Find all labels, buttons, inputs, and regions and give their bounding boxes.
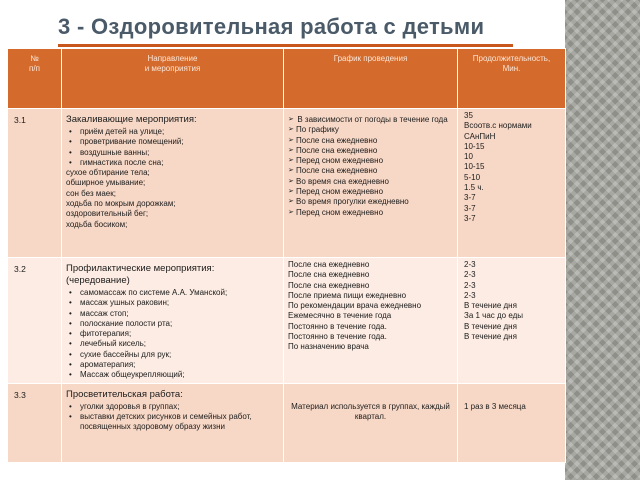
list-item: 2-3 [464, 290, 476, 300]
duration-cell [458, 258, 566, 384]
list-item: Постоянно в течение года. [288, 321, 387, 331]
list-item: • фитотерапия; [66, 329, 279, 339]
section-heading: Профилактические мероприятия: [66, 263, 215, 274]
list-item: • сухие бассейны для рук; [66, 350, 279, 360]
list-item: • ароматерапия; [66, 360, 279, 370]
schedule-cell [284, 109, 458, 258]
list-item: После сна ежедневно [288, 280, 370, 290]
list-item: ➢ Перед сном ежедневно [288, 187, 453, 197]
health-work-table [7, 48, 566, 463]
list-item: ходьба по мокрым дорожкам; [66, 199, 176, 209]
list-item: 35 [464, 111, 473, 120]
header-direction: Направление и мероприятия [62, 49, 284, 109]
list-item: Всоотв.с нормами [464, 121, 532, 131]
list-item: ➢ Перед сном ежедневно [288, 208, 453, 218]
list-item: • выставки детских рисунков и семейных работ, посвященных здоровому образу жизни [66, 412, 279, 433]
list-item: 2-3 [464, 260, 476, 269]
table-row [8, 109, 566, 258]
header-num: № п/п [8, 49, 62, 109]
activities-cell [62, 383, 284, 462]
list-item: ➢ После сна ежедневно [288, 146, 453, 156]
activities-cell [62, 109, 284, 258]
list-item: • уголки здоровья в группах; [66, 402, 279, 412]
title-underline [58, 44, 513, 47]
list-item: ➢ Перед сном ежедневно [288, 156, 453, 166]
row-number: 3.2 [8, 258, 62, 384]
table-row [8, 258, 566, 384]
list-item: 10-15 [464, 162, 485, 172]
duration-cell [458, 109, 566, 258]
list-item: 2-3 [464, 270, 476, 280]
section-heading: Закаливающие мероприятия: [66, 114, 197, 125]
list-item: ➢ Во время прогулки ежедневно [288, 197, 453, 207]
list-item: 10 [464, 152, 473, 162]
list-item: САнПиН [464, 131, 496, 141]
section-subheading: (чередование) [66, 275, 130, 286]
list-item: 10-15 [464, 141, 485, 151]
duration-text: 1 раз в 3 месяца [464, 401, 526, 411]
section-heading: Просветительская работа: [66, 388, 183, 400]
list-item: • массаж стоп; [66, 309, 279, 319]
list-item: • гимнастика после сна; [66, 158, 279, 168]
schedule-cell [284, 383, 458, 462]
table-header-row [8, 49, 566, 109]
list-item: сухое обтирание тела; [66, 168, 150, 178]
list-item: За 1 час до еды [464, 311, 524, 321]
list-item: После сна ежедневно [288, 260, 370, 269]
list-item: • приём детей на улице; [66, 127, 279, 137]
list-item: 3-7 [464, 213, 476, 223]
list-item: • проветривание помещений; [66, 137, 279, 147]
duration-cell [458, 383, 566, 462]
list-item: ➢ В зависимости от погоды в течение года [288, 115, 453, 125]
list-item: По рекомендации врача ежедневно [288, 301, 422, 311]
list-item: В течение дня [464, 332, 517, 342]
list-item: ➢ По графику [288, 125, 453, 135]
header-schedule: График проведения [284, 49, 458, 109]
decorative-side-stripe [565, 0, 640, 480]
header-duration: Продолжительность, Мин. [458, 49, 566, 109]
list-item: ➢ После сна ежедневно [288, 136, 453, 146]
table-row [8, 383, 566, 462]
schedule-text: Материал используется в группах, каждый квартал. [291, 401, 450, 421]
list-item: После сна ежедневно [288, 270, 370, 280]
list-item: 3-7 [464, 203, 476, 213]
list-item: • лечебный кисель; [66, 339, 279, 349]
list-item: ➢ Во время сна ежедневно [288, 177, 453, 187]
list-item: По назначению врача [288, 342, 369, 352]
list-item: После приема пищи ежедневно [288, 290, 407, 300]
row-number: 3.3 [8, 383, 62, 462]
list-item: • массаж ушных раковин; [66, 298, 279, 308]
list-item: В течение дня [464, 321, 517, 331]
list-item: В течение дня [464, 301, 517, 311]
activities-cell [62, 258, 284, 384]
list-item: • Массаж общеукрепляющий; [66, 370, 279, 380]
list-item: оздоровительный бег; [66, 209, 149, 219]
list-item: 3-7 [464, 193, 476, 203]
list-item: 2-3 [464, 280, 476, 290]
list-item: Ежемесячно в течение года [288, 311, 392, 321]
list-item: • полоскание полости рта; [66, 319, 279, 329]
list-item: ➢ После сна ежедневно [288, 166, 453, 176]
page-title: 3 - Оздоровительная работа с детьми [58, 14, 485, 39]
list-item: Постоянно в течение года. [288, 332, 387, 342]
list-item: • воздушные ванны; [66, 148, 279, 158]
list-item: сон без маек; [66, 188, 116, 198]
list-item: обширное умывание; [66, 178, 146, 188]
list-item: • самомассаж по системе А.А. Уманской; [66, 288, 279, 298]
row-number: 3.1 [8, 109, 62, 258]
list-item: 5-10 [464, 172, 481, 182]
schedule-cell [284, 258, 458, 384]
list-item: ходьба босиком; [66, 219, 128, 229]
list-item: 1.5 ч. [464, 183, 484, 193]
